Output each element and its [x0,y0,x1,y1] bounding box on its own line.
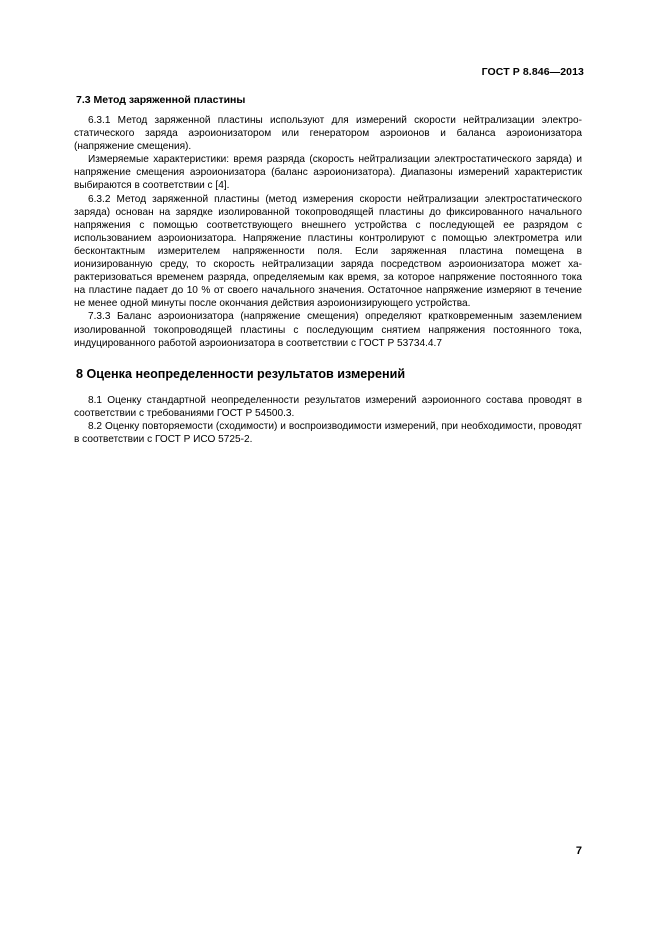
paragraph-measured-characteristics: Измеряемые характеристики: время разряда (скорость нейтрализации электростатического заряда) и напряжение смещения аэроионизатора (баланс аэроионизатора). Диапазоны измерений характеристик выбираются в соответствии с [4]. [74,154,582,192]
paragraph-6-3-1: 6.3.1 Метод заряженной пластины используют для измерений скорости нейтрализации электростатического заряда аэроионизатором или генератором аэроионов и баланса аэроионизатора (напряжение смещения). [74,115,582,153]
paragraph-8-2: 8.2 Оценку повторяемости (сходимости) и воспроизводимости измерений, при необходимости, проводят в соответствии с ГОСТ Р ИСО 5725-2. [74,420,582,445]
document-code: ГОСТ Р 8.846—2013 [481,66,584,78]
paragraph-6-3-2: 6.3.2 Метод заряженной пластины (метод измерения скорости нейтрализации электростатического заряда) основан на зарядке изолированной токопроводящей пластины до фиксированного начального напряжения с помощью соответствующего внешнего устройства с последующей ее разрядом с использованием аэроионизатора. Напряжение пластины контролируют с помощью электрометра или бесконтактным измерителем напряженности поля. Если заряженная пластина помещена в ионизированную среду, то скорость нейтрализации заряда посредством аэроионизатора может характеризоваться временем разряда, определяемым как время, за которое напряжение постоянного тока на пластине падает до 10 % от своего начального значения. Остаточное напряжение измеряют в течение не менее одной минуты после окончания действия аэроионизирующего устройства. [74,193,582,310]
page-content [74,93,582,446]
paragraph-8-1: 8.1 Оценку стандартной неопределенности результатов измерений аэроионного состава проводят в соответствии с требованиями ГОСТ Р 54500.3. [74,394,582,419]
page-number: 7 [575,845,582,857]
subsection-title-7-3: 7.3 Метод заряженной пластины [76,94,246,106]
section-title-8: 8 Оценка неопределенности результатов измерений [76,366,406,381]
paragraph-7-3-3: 7.3.3 Баланс аэроионизатора (напряжение смещения) определяют кратковременным заземлением изолированной токопроводящей пластины с последующим снятием напряжения постоянного тока, индуцированного работой аэроионизатора в соответствии с ГОСТ Р 53734.4.7 [74,311,582,349]
